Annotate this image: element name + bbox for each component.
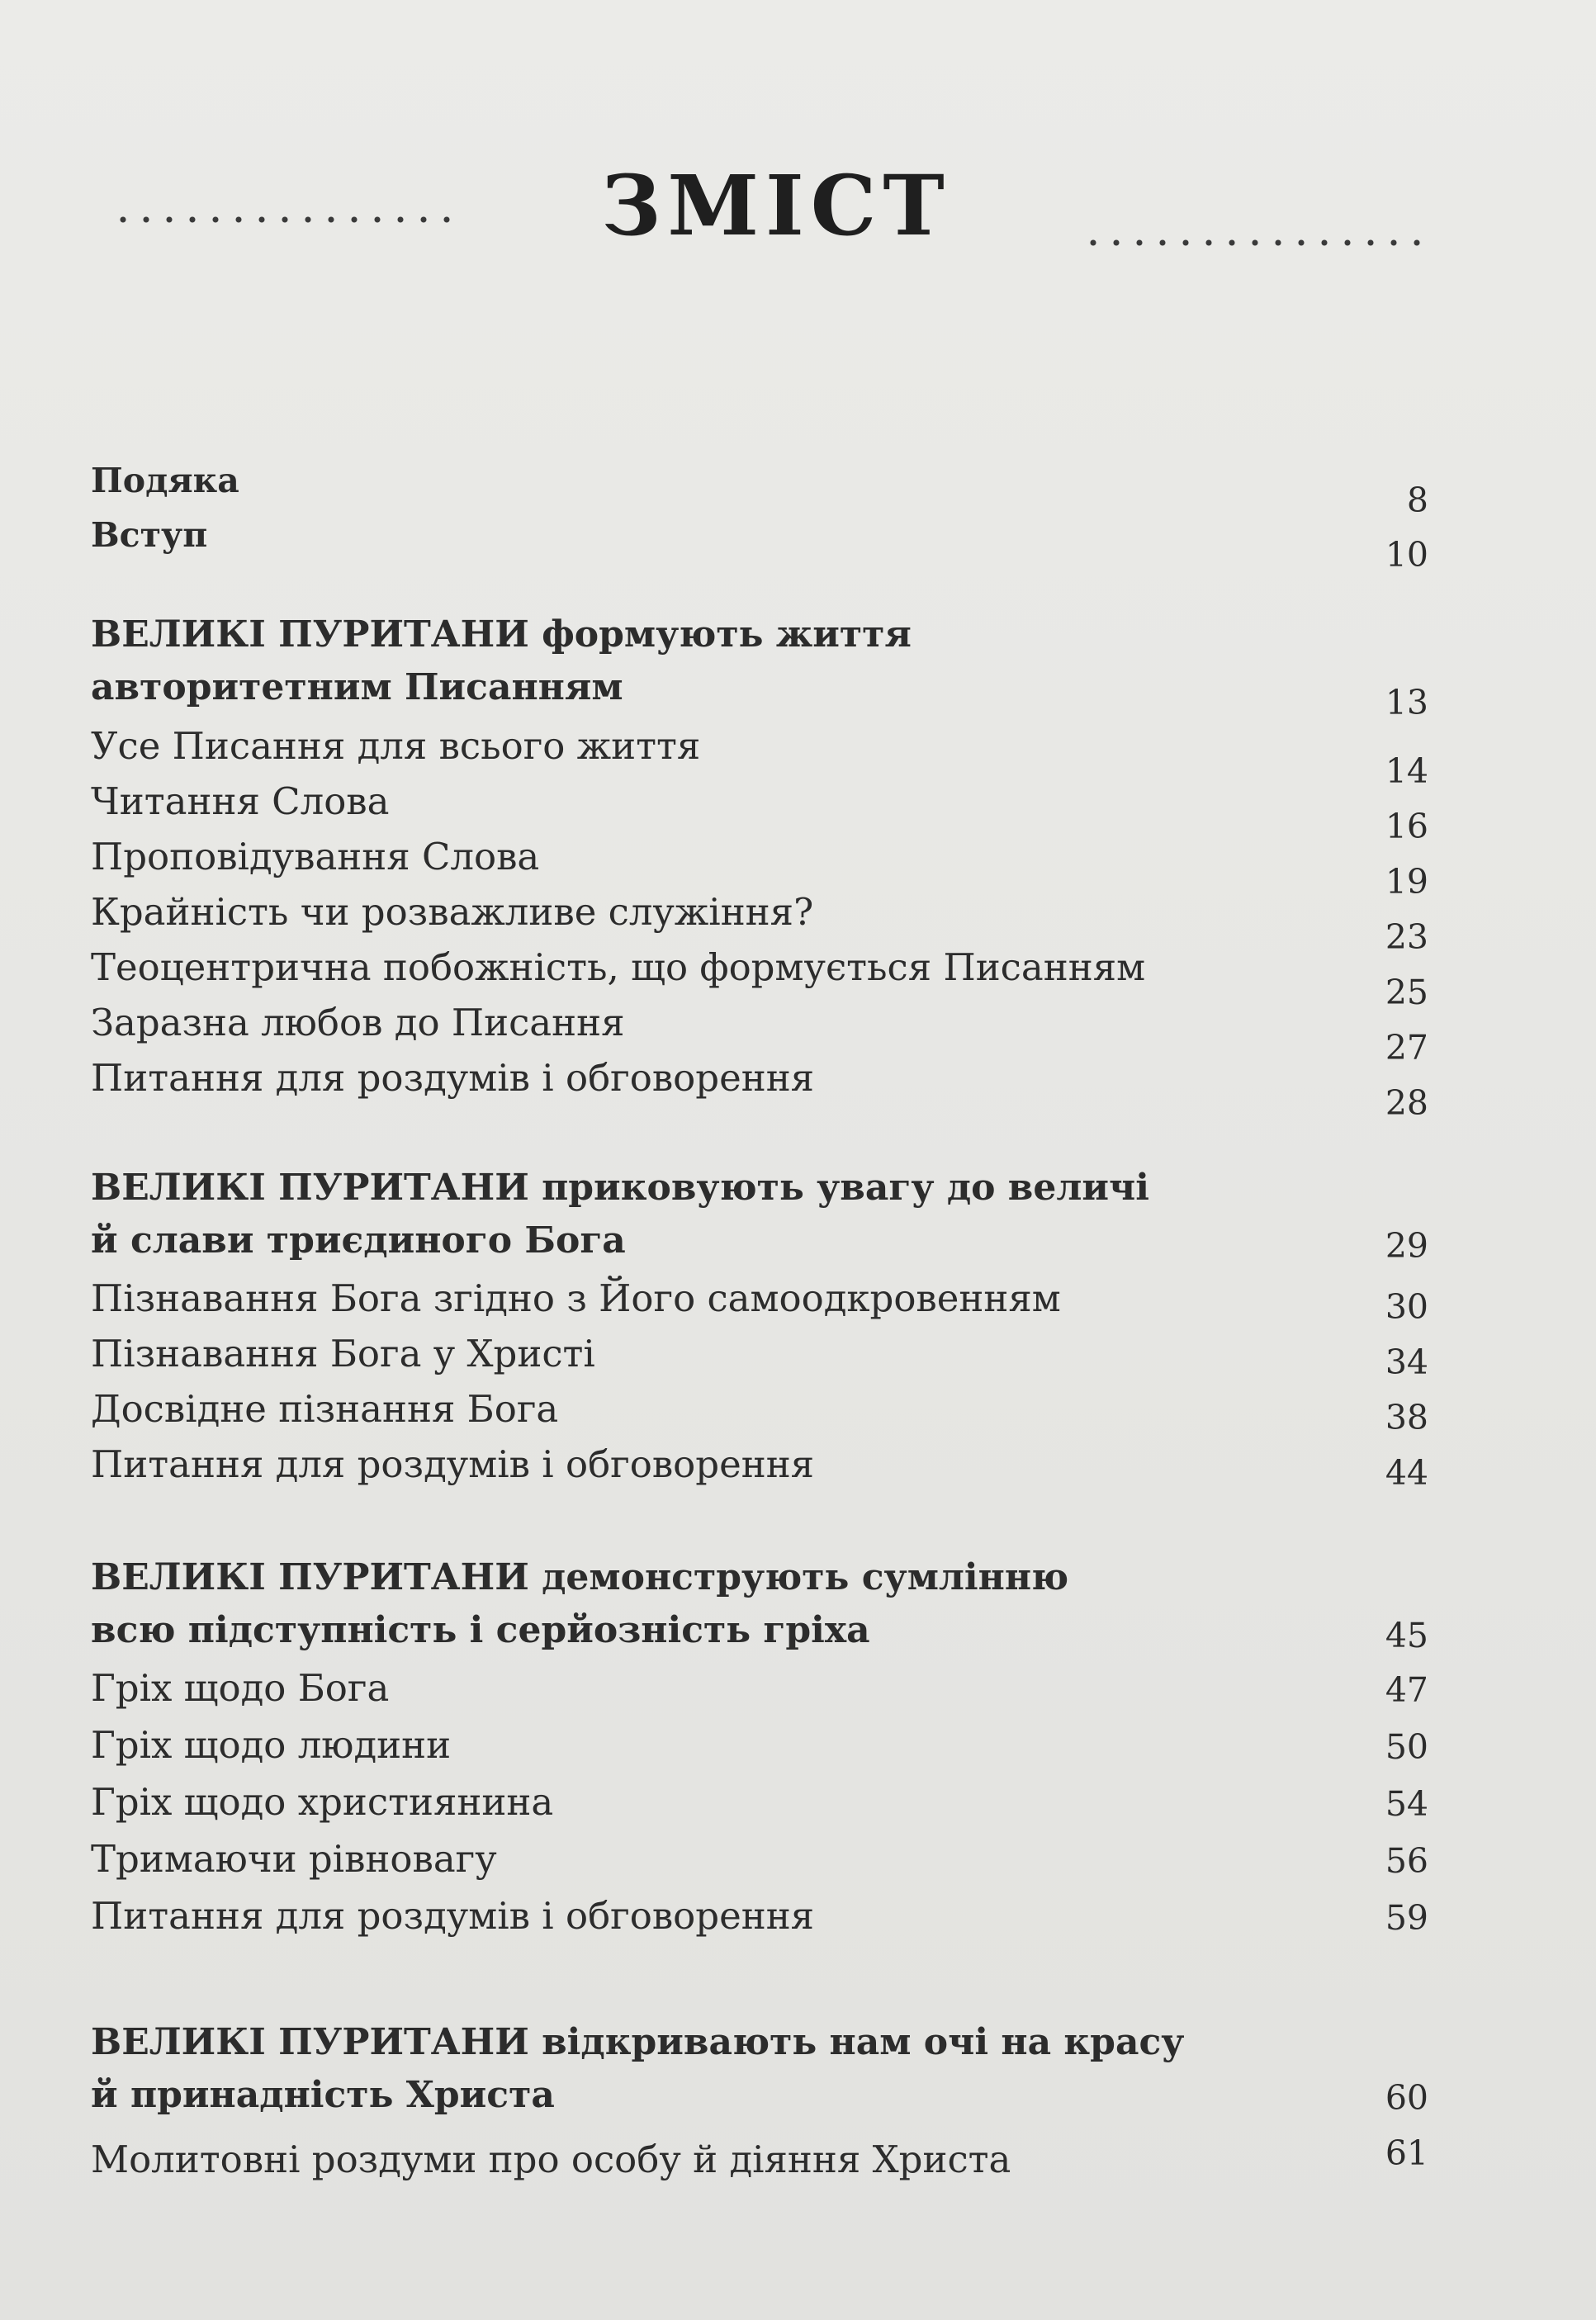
toc-entry-label: Гріх щодо людини xyxy=(91,1723,452,1767)
toc-page-number: 45 xyxy=(1385,1616,1428,1655)
toc-entry xyxy=(91,883,1428,957)
toc-entry-label: Теоцентрична побожність, що формується Писанням xyxy=(91,945,1146,989)
toc-page-number: 25 xyxy=(1385,973,1428,1012)
toc-entry xyxy=(91,717,1428,791)
toc-section-heading xyxy=(91,1160,1428,1267)
toc-entry-label: Читання Слова xyxy=(91,779,390,823)
toc-entry xyxy=(91,772,1428,846)
toc-entry xyxy=(91,993,1428,1068)
toc-page-number: 16 xyxy=(1385,807,1428,846)
toc-entry-acknowledgements xyxy=(91,438,1428,520)
toc-entry-label: Усе Писання для всього життя xyxy=(91,724,701,768)
toc-entry-label: Питання для роздумів і обговорення xyxy=(91,1894,815,1938)
toc-entry-label: Пізнавання Бога у Христі xyxy=(91,1332,595,1375)
toc-entry xyxy=(91,1830,1428,1887)
toc-entry-label: Гріх щодо християнина xyxy=(91,1780,554,1824)
toc-section-title: ВЕЛИКІ ПУРИТАНИ формують життя авторитетним Писанням xyxy=(91,613,912,708)
toc-entry xyxy=(91,2122,1428,2180)
toc-page-number: 44 xyxy=(1385,1453,1428,1493)
toc-entry-label: Питання для роздумів і обговорення xyxy=(91,1056,815,1100)
toc-entry xyxy=(91,1324,1428,1382)
toc-section-heading xyxy=(91,2006,1428,2118)
toc-page-number: 14 xyxy=(1385,751,1428,791)
toc-entry xyxy=(91,1049,1428,1123)
toc-page-number: 56 xyxy=(1385,1841,1428,1881)
toc-entry-label: Молитовні роздуми про особу й діяння Христа xyxy=(91,2138,1011,2181)
toc-entry xyxy=(91,1887,1428,1944)
toc-page-number: 60 xyxy=(1385,2078,1428,2118)
toc-entry xyxy=(91,1380,1428,1437)
toc-page-number: 27 xyxy=(1385,1028,1428,1068)
toc-entry-label: Подяка xyxy=(91,461,239,500)
toc-page-number: 8 xyxy=(1406,481,1428,520)
toc-page-number: 19 xyxy=(1385,862,1428,902)
toc-section-title: ВЕЛИКІ ПУРИТАНИ приковують увагу до величі й слави триєдиного Бога xyxy=(91,1167,1149,1262)
toc-entry-label: Гріх щодо Бога xyxy=(91,1666,390,1710)
toc-page-number: 23 xyxy=(1385,917,1428,957)
toc-page-number: 10 xyxy=(1385,535,1428,575)
toc-entry xyxy=(91,938,1428,1012)
toc-section-title: ВЕЛИКІ ПУРИТАНИ відкривають нам очі на красу й принадність Христа xyxy=(91,2021,1185,2116)
toc-entry-label: Тримаючи рівновагу xyxy=(91,1837,497,1881)
toc-section-heading xyxy=(91,607,1428,722)
toc-entry-label: Досвідне пізнання Бога xyxy=(91,1387,559,1431)
toc-section-title: ВЕЛИКІ ПУРИТАНИ демонструють сумлінню всю підступність і серйозність гріха xyxy=(91,1556,1069,1651)
toc-entry-introduction xyxy=(91,494,1428,575)
toc-entry xyxy=(91,1659,1428,1716)
toc-page-number: 50 xyxy=(1385,1727,1428,1767)
toc-page-number: 34 xyxy=(1385,1342,1428,1382)
toc-page-number: 29 xyxy=(1385,1226,1428,1266)
toc-section-heading xyxy=(91,1550,1428,1657)
toc-page-number: 61 xyxy=(1385,2133,1428,2173)
toc-entry xyxy=(91,1435,1428,1493)
toc-page-number: 54 xyxy=(1385,1784,1428,1824)
toc-entry xyxy=(91,1773,1428,1830)
page-title: ЗМІСТ xyxy=(601,157,951,254)
toc-page-number: 30 xyxy=(1385,1287,1428,1327)
toc-entry-label: Крайність чи розважливе служіння? xyxy=(91,890,814,934)
toc-entry-label: Пізнавання Бога згідно з Його самоодкровенням xyxy=(91,1276,1061,1320)
toc-entry-label: Проповідування Слова xyxy=(91,835,540,878)
toc-page-number: 59 xyxy=(1385,1898,1428,1938)
toc-page-number: 13 xyxy=(1385,683,1428,722)
toc-entry xyxy=(91,1716,1428,1773)
toc-page-number: 38 xyxy=(1385,1398,1428,1437)
toc-entry xyxy=(91,1269,1428,1327)
toc-entry-label: Питання для роздумів і обговорення xyxy=(91,1442,815,1486)
toc-entry xyxy=(91,827,1428,902)
toc-page-number: 47 xyxy=(1385,1670,1428,1710)
toc-page-number: 28 xyxy=(1385,1083,1428,1123)
toc-entry-label: Заразна любов до Писання xyxy=(91,1001,625,1044)
toc-entry-label: Вступ xyxy=(91,515,208,555)
